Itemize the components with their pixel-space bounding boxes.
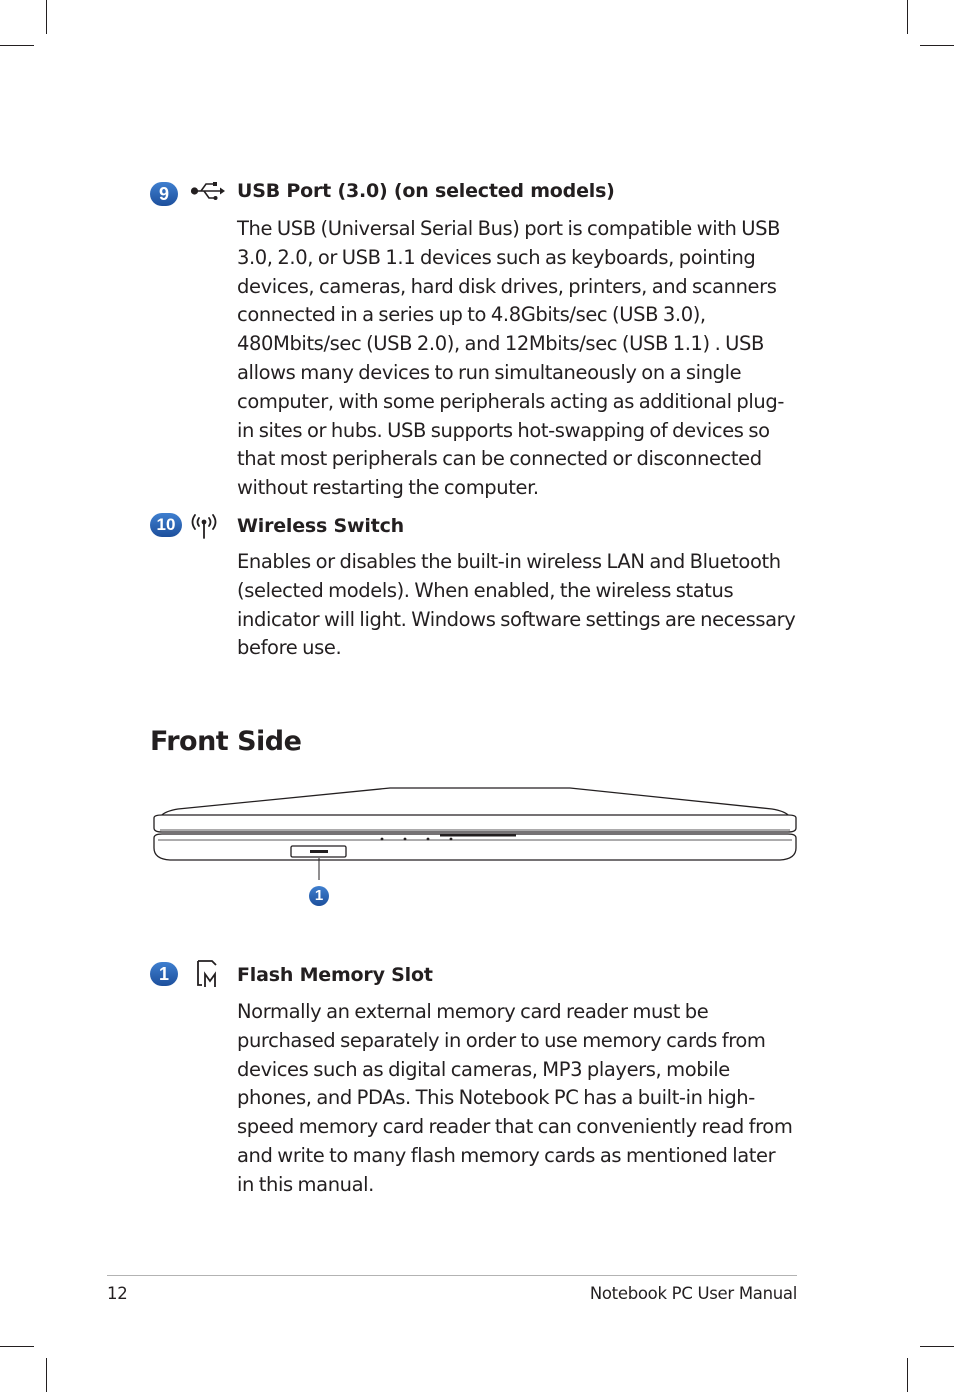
callout-badge: 1 — [309, 886, 329, 906]
text-line: 480Mbits/sec (USB 2.0), and 12Mbits/sec (USB 1.1) . USB — [237, 332, 764, 356]
item-number-badge: 9 — [150, 182, 178, 206]
usb-icon — [190, 180, 226, 202]
text-line: devices, cameras, hard disk drives, printers, and scanners — [237, 274, 777, 298]
crop-mark — [0, 1346, 34, 1347]
text-line: 3.0, 2.0, or USB 1.1 devices such as keyboards, pointing — [237, 245, 756, 269]
memory-card-icon — [192, 959, 222, 989]
text-line: Normally an external memory card reader must be — [237, 1000, 709, 1023]
text-line: before use. — [237, 636, 342, 660]
item-number-badge: 10 — [150, 513, 182, 537]
text-line: allows many devices to run simultaneously on a single — [237, 360, 742, 384]
crop-mark — [920, 45, 954, 46]
crop-mark — [907, 1358, 908, 1392]
item-number-badge: 1 — [150, 962, 178, 986]
text-line: connected in a series up to 4.8Gbits/sec (USB 3.0), — [237, 303, 706, 327]
text-line: phones, and PDAs. This Notebook PC has a built-in high- — [237, 1086, 755, 1110]
usb-description — [237, 215, 803, 503]
text-line: computer, with some peripherals acting as additional plug- — [237, 389, 784, 413]
text-line: (selected models). When enabled, the wireless status — [237, 578, 734, 602]
usb-heading: USB Port (3.0) (on selected models) — [237, 180, 615, 202]
text-line: indicator will light. Windows software settings are necessary — [237, 607, 796, 631]
wireless-description — [237, 548, 803, 663]
front-side-title: Front Side — [150, 726, 302, 757]
text-line: in sites or hubs. USB supports hot-swapping of devices so — [237, 418, 770, 442]
crop-mark — [0, 45, 34, 46]
text-line: Enables or disables the built-in wireless LAN and Bluetooth — [237, 550, 781, 573]
crop-mark — [920, 1346, 954, 1347]
text-line: in this manual. — [237, 1172, 374, 1196]
manual-title: Notebook PC User Manual — [589, 1284, 797, 1303]
text-line: without restarting the computer. — [237, 476, 539, 500]
page-number: 12 — [107, 1284, 128, 1303]
wireless-icon — [190, 512, 218, 540]
notebook-front-illustration — [150, 784, 800, 880]
footer-rule — [107, 1275, 797, 1276]
flash-heading: Flash Memory Slot — [237, 964, 433, 986]
text-line: and write to many flash memory cards as mentioned later — [237, 1143, 776, 1167]
flash-description — [237, 998, 803, 1200]
crop-mark — [46, 0, 47, 34]
text-line: The USB (Universal Serial Bus) port is compatible with USB — [237, 217, 781, 240]
text-line: devices such as digital cameras, MP3 players, mobile — [237, 1057, 730, 1081]
text-line: that most peripherals can be connected or disconnected — [237, 447, 762, 471]
text-line: speed memory card reader that can conveniently read from — [237, 1115, 793, 1139]
text-line: purchased separately in order to use memory cards from — [237, 1028, 766, 1052]
wireless-heading: Wireless Switch — [237, 515, 404, 537]
crop-mark — [46, 1358, 47, 1392]
crop-mark — [907, 0, 908, 34]
